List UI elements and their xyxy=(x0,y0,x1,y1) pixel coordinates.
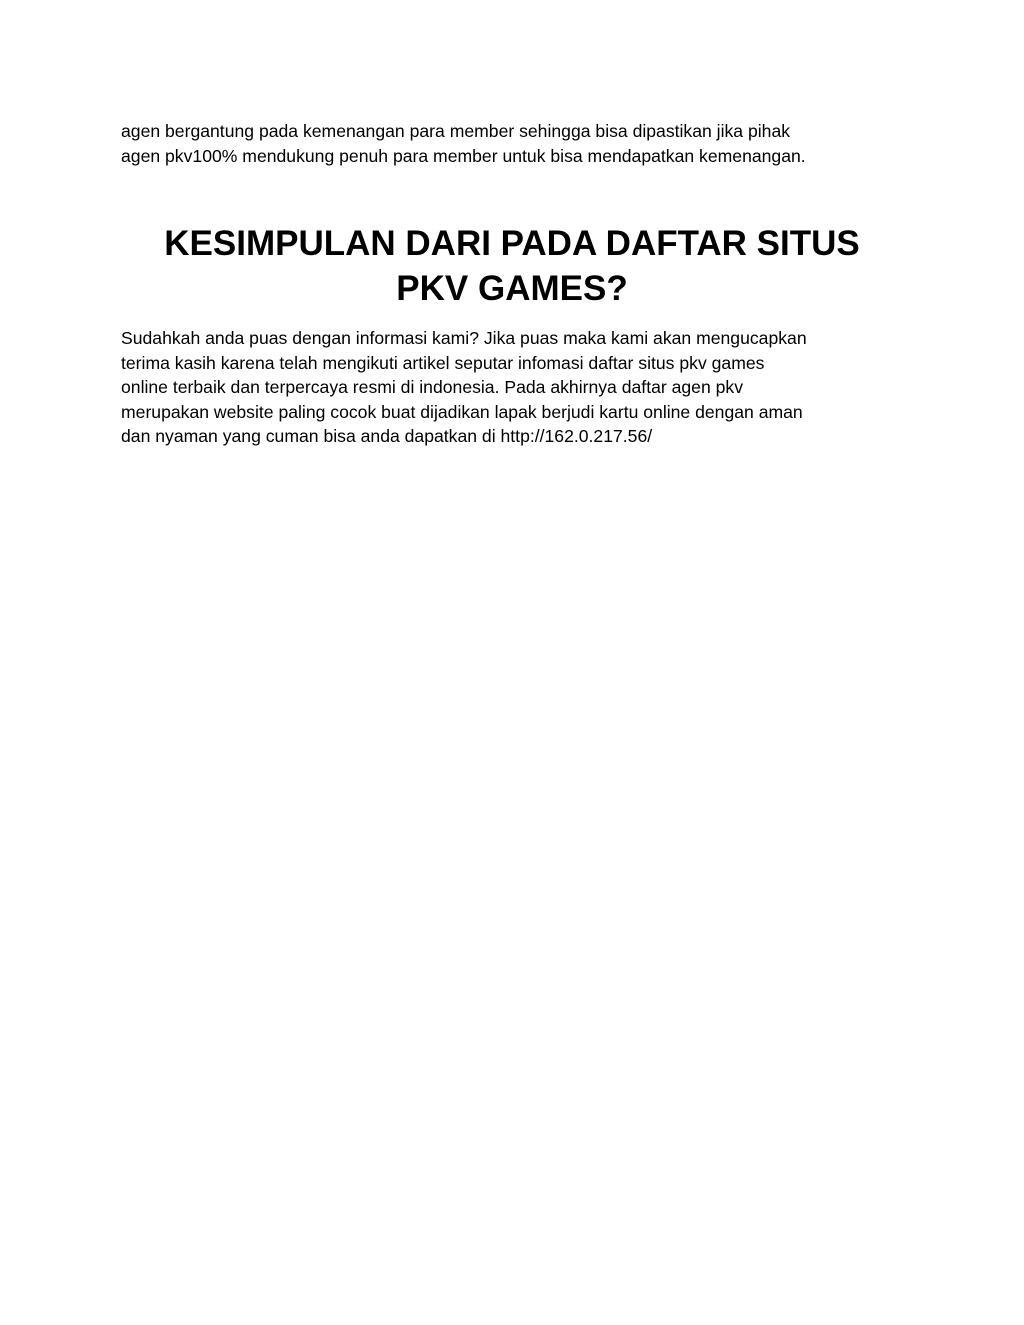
section-heading-line: PKV GAMES? xyxy=(396,269,628,308)
conclusion-paragraph-line: online terbaik dan terpercaya resmi di indonesia. Pada akhirnya daftar agen pkv xyxy=(121,377,744,397)
section-heading xyxy=(100,221,924,311)
conclusion-paragraph-line: dan nyaman yang cuman bisa anda dapatkan di http://162.0.217.56/ xyxy=(121,426,653,446)
intro-paragraph xyxy=(121,119,921,168)
conclusion-paragraph-line: terima kasih karena telah mengikuti artikel seputar infomasi daftar situs pkv games xyxy=(121,352,765,373)
intro-paragraph-line: agen bergantung pada kemenangan para member sehingga bisa dipastikan jika pihak xyxy=(121,121,791,141)
conclusion-paragraph-line: Sudahkah anda puas dengan informasi kami? Jika puas maka kami akan mengucapkan xyxy=(121,328,807,348)
conclusion-paragraph xyxy=(121,326,921,449)
section-heading-line: KESIMPULAN DARI PADA DAFTAR SITUS xyxy=(164,224,860,263)
intro-paragraph-line: agen pkv100% mendukung penuh para member untuk bisa mendapatkan kemenangan. xyxy=(121,145,806,166)
conclusion-paragraph-line: merupakan website paling cocok buat dijadikan lapak berjudi kartu online dengan aman xyxy=(121,401,803,422)
